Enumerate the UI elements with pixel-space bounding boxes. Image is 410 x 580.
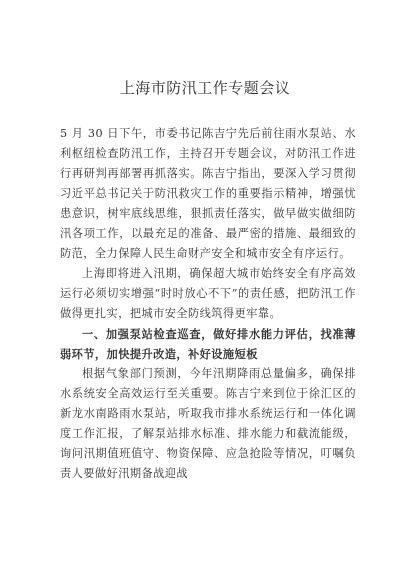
paragraph-inspection-summary: 5 月 30 日下午，市委书记陈吉宁先后前往雨水泵站、水利枢纽检查防汛工作，主持召开专题会议，对防汛工作进行再研判再部署再抓落实。陈吉宁指出，要深入学习贯彻习近平总书记关于防汛救灾工作的重要指示精神，增强忧患意识，树牢底线思维，狠抓责任落实，做早做实做细防汛各项工作，以最充足的准备、最严密的措施、最细致的防范，全力保障人民生命财产安全和城市安全有序运行。 (60, 127, 356, 260)
document-title: 上海市防汛工作专题会议 (119, 79, 291, 97)
paragraph-forecast: 根据气象部门预测，今年汛期降雨总量偏多，确保排水系统安全高效运行至关重要。陈吉宁来到位于徐汇区的新龙水南路雨水泵站，听取我市排水系统运行和一体化调度工作汇报，了解泵站排水标准、排水能力和截流能级，询问汛期值班值守、物资保障、应急抢险等情况，叮嘱负责人要做好汛期备战迎战 (60, 367, 356, 480)
section-heading-pump-inspection: 一、加强泵站检查巡查，做好排水能力评估，找准薄弱环节，加快提升改造，补好设施短板 (60, 327, 356, 361)
paragraph-flood-season: 上海即将进入汛期，确保超大城市始终安全有序高效运行必须切实增强“时时放心不下”的责任感，把防汛工作做得更扎实，把城市安全防线筑得更牢靠。 (60, 267, 356, 320)
